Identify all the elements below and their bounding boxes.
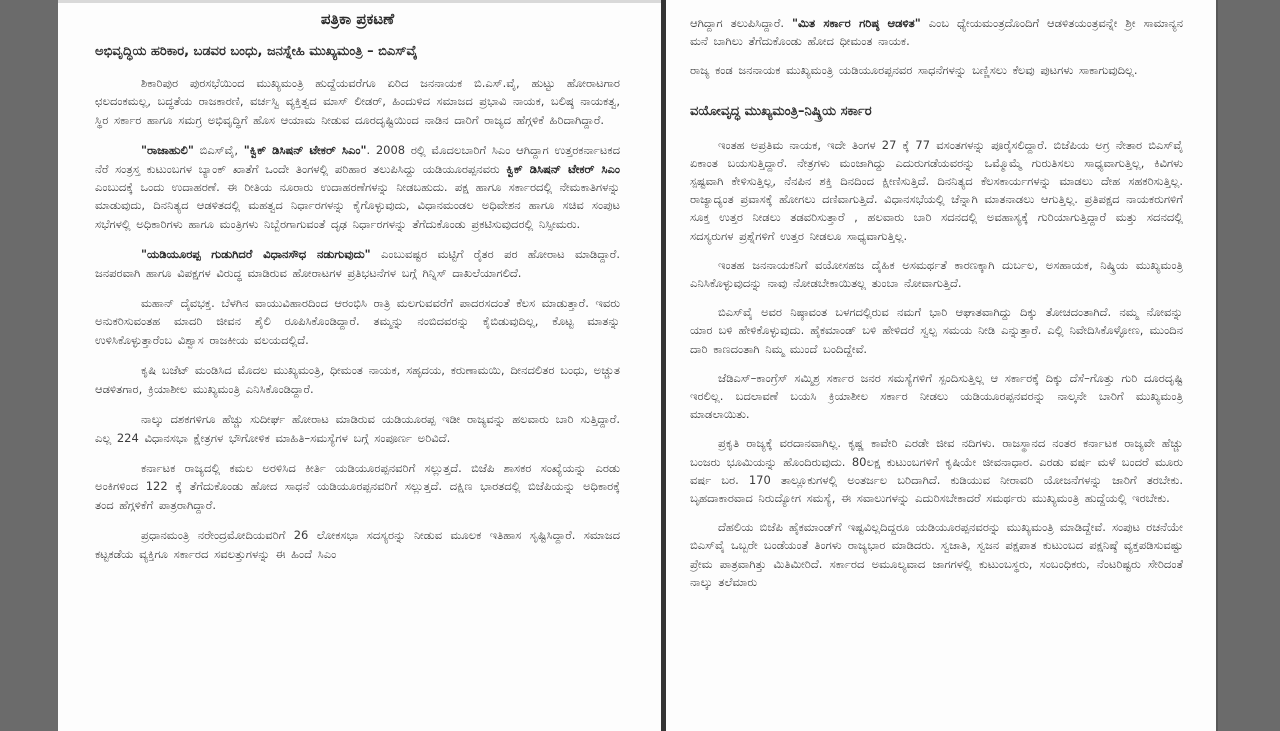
paragraph	[690, 256, 1183, 292]
text-segment: ಬಿಎಸ್‌ವೈ,	[193, 143, 244, 158]
paragraph	[95, 459, 620, 514]
text-segment: ಮಹಾನ್ ದೈವಭಕ್ತ. ಬೆಳಗಿನ ವಾಯುವಿಹಾರದಿಂದ ಆರಂಭಿಸಿ ರಾತ್ರಿ ಮಲಗುವವರೆಗೆ ಪಾದರಸದಂತೆ ಕೆಲಸ ಮಾಡುತ್ತಾರೆ. ಇವರು ಅನುಕರಿಸುವಂತಹ ಮಾದರಿ ಜೀವನ ಶೈಲಿ ರೂಪಿಸಿಕೊಂಡಿದ್ದಾರೆ. ತಮ್ಮನ್ನು ನಂಬಿದವರನ್ನು ಕೈಬಿಡುವುದಿಲ್ಲ, ಕೊಟ್ಟ ಮಾತನ್ನು ಉಳಿಸಿಕೊಳ್ಳುತ್ತಾರೆಂಬ ವಿಶ್ವಾಸ ರಾಜಕೀಯ ವಲಯದಲ್ಲಿದೆ.	[95, 296, 620, 347]
paragraph	[95, 361, 620, 398]
text-segment: ಎಂಬುದಕ್ಕೆ ಒಂದು ಉದಾಹರಣೆ. ಈ ರೀತಿಯ ನೂರಾರು ಉದಾಹರಣೆಗಳನ್ನು ನೀಡಬಹುದು. ಪಕ್ಷ ಹಾಗೂ ಸರ್ಕಾರದಲ್ಲಿ ನೇಮಕಾತಿಗಳನ್ನು ಮಾಡುವುದು, ದಿನನಿತ್ಯದ ಆಡಳಿತದಲ್ಲಿ ಮಹತ್ವದ ನಿರ್ಧಾರಗಳನ್ನು ಕೈಗೊಳ್ಳುವುದು, ವಿಧಾನಮಂಡಲ ಅಧಿವೇಶನ ಹಾಗೂ ಸಚಿವ ಸಂಪುಟ ಸಭೆಗಳಲ್ಲಿ ಅಧಿಕಾರಿಗಳು ಹಾಗೂ ಮಂತ್ರಿಗಳು ನಿಬ್ಬೆರಗಾಗುವಂತೆ ದೃಢ ನಿರ್ಧಾರಗಳನ್ನು ತೆಗೆದುಕೊಂಡು ಪ್ರಕಟಿಸುವುದರಲ್ಲಿ ನಿಸ್ಸೀಮರು.	[95, 180, 620, 231]
paragraph	[95, 74, 620, 129]
text-segment: ಕರ್ನಾಟಕ ರಾಜ್ಯದಲ್ಲಿ ಕಮಲ ಅರಳಿಸಿದ ಕೀರ್ತಿ ಯಡಿಯೂರಪ್ಪನವರಿಗೆ ಸಲ್ಲುತ್ತದೆ. ಬಿಜೆಪಿ ಶಾಸಕರ ಸಂಖ್ಯೆಯನ್ನು ಎರಡು ಅಂಕಿಗಳಿಂದ 122 ಕ್ಕೆ ತೆಗೆದುಕೊಂಡು ಹೋದ ಸಾಧನೆ ಯಡಿಯೂರಪ್ಪನವರಿಗೆ ಸಲ್ಲುತ್ತದೆ. ದಕ್ಷಿಣ ಭಾರತದಲ್ಲಿ ಬಿಜೆಪಿಯನ್ನು ಅಧಿಕಾರಕ್ಕೆ ತಂದ ಹೆಗ್ಗಳಿಕೆಗೆ ಪಾತ್ರರಾಗಿದ್ದಾರೆ.	[95, 460, 620, 512]
text-segment: ಪ್ರಕೃತಿ ರಾಜ್ಯಕ್ಕೆ ವರದಾನವಾಗಿಲ್ಲ. ಕೃಷ್ಣ ಕಾವೇರಿ ಎರಡೇ ಜೀವ ನದಿಗಳು. ರಾಜಸ್ಥಾನದ ನಂತರ ಕರ್ನಾಟಕ ರಾಜ್ಯವೇ ಹೆಚ್ಚು ಬಂಜರು ಭೂಮಿಯನ್ನು ಹೊಂದಿರುವುದು. 80ಲಕ್ಷ ಕುಟುಂಬಗಳಿಗೆ ಕೃಷಿಯೇ ಜೀವನಾಧಾರ. ಎರಡು ವರ್ಷ ಮಳೆ ಬಂದರೆ ಮೂರು ವರ್ಷ ಬರ. 170 ತಾಲ್ಲೂಕುಗಳಲ್ಲಿ ಅಂತರ್ಜಲ ಬರಿದಾಗಿದೆ. ಕುಡಿಯುವ ನೀರಾವರಿ ಯೋಜನೆಗಳನ್ನು ಜಾರಿಗೆ ತರಬೇಕು. ಬೃಹದಾಕಾರವಾದ ನಿರುದ್ಯೋಗ ಸಮಸ್ಯೆ, ಈ ಸವಾಲುಗಳನ್ನು ಎದುರಿಸಬೇಕಾದರೆ ಸಮರ್ಥರು ಮುಖ್ಯಮಂತ್ರಿ ಹುದ್ದೆಯಲ್ಲಿ ಇರಬೇಕು.	[690, 436, 1183, 506]
bold-text-segment: "ಕ್ವಿಕ್ ಡಿಸಿಷನ್ ಟೇಕರ್ ಸಿಎಂ"	[243, 143, 367, 158]
page-title: ಪತ್ರಿಕಾ ಪ್ರಕಟಣೆ	[320, 10, 395, 28]
text-segment: ಇಂತಹ ಜನನಾಯಕನಿಗೆ ವಯೋಸಹಜ ದೈಹಿಕ ಅಸಮರ್ಥತೆ ಕಾರಣಕ್ಕಾಗಿ ದುರ್ಬಲ, ಅಸಹಾಯಕ, ನಿಷ್ಕ್ರಿಯ ಮುಖ್ಯಮಂತ್ರಿ ಎನಿಸಿಕೊಳ್ಳುವುದನ್ನು ನಾವು ನೋಡಬೇಕಾಯಿತಲ್ಲ ತುಂಬಾ ನೋವಾಗುತ್ತಿದೆ.	[690, 257, 1183, 291]
bold-text-segment: "ಮಿತ ಸರ್ಕಾರ ಗರಿಷ್ಠ ಆಡಳಿತ"	[791, 16, 921, 30]
text-segment: ರಾಜ್ಯ ಕಂಡ ಜನನಾಯಕ ಮುಖ್ಯಮಂತ್ರಿ ಯಡಿಯೂರಪ್ಪನವರ ಸಾಧನೆಗಳನ್ನು ಬಣ್ಣಿಸಲು ಕೆಲವು ಪುಟಗಳು ಸಾಕಾಗುವುದಿಲ್ಲ.	[690, 63, 1138, 78]
bold-text-segment: ಕ್ವಿಕ್ ಡಿಸಿಷನ್ ಟೇಕರ್ ಸಿಎಂ	[506, 161, 620, 176]
paragraph	[95, 245, 620, 282]
paragraph	[95, 410, 620, 447]
paragraph	[690, 434, 1183, 507]
text-segment: ಎಂಬ ಧ್ಯೇಯಮಂತ್ರದೊಂದಿಗೆ ಆಡಳಿತಯಂತ್ರವನ್ನೇ ಶ್ರೀ ಸಾಮಾನ್ಯನ ಮನೆ ಬಾಗಿಲು ತೆಗೆದುಕೊಂಡು ಹೋದ ಧೀಮಂತ ನಾಯಕ.	[690, 16, 1183, 49]
text-segment: . 2008 ರಲ್ಲಿ ಮೊದಲಬಾರಿಗೆ ಸಿಎಂ ಆಗಿದ್ದಾಗ ಉತ್ತರಕರ್ನಾಟಕದ ನೆರೆ ಸಂತ್ರಸ್ತ ಕುಟುಂಬಗಳ ಬ್ಯಾಂಕ್ ಖಾತೆಗೆ ಒಂದೇ ತಿಂಗಳಲ್ಲಿ ಪರಿಹಾರ ತಲುಪಿಸಿದ್ದು ಯಡಿಯೂರಪ್ಪನವರು	[95, 143, 620, 176]
text-segment: ನಾಲ್ಕು ದಶಕಗಳಿಗೂ ಹೆಚ್ಚು ಸುದೀರ್ಘ ಹೋರಾಟ ಮಾಡಿರುವ ಯಡಿಯೂರಪ್ಪ ಇಡೀ ರಾಜ್ಯವನ್ನು ಹಲವಾರು ಬಾರಿ ಸುತ್ತಿದ್ದಾರೆ. ಎಲ್ಲ 224 ವಿಧಾನಸಭಾ ಕ್ಷೇತ್ರಗಳ ಭೌಗೋಳಿಕ ಮಾಹಿತಿ–ಸಮಸ್ಯೆಗಳ ಬಗ್ಗೆ ಸಂಪೂರ್ಣ ಅರಿವಿದೆ.	[95, 412, 620, 445]
text-segment: ಬಿಎಸ್‌ವೈ ಅವರ ನಿಷ್ಠಾವಂತ ಬಳಗದಲ್ಲಿರುವ ನಮಗೆ ಭಾರಿ ಆಘಾತವಾಗಿದ್ದು ದಿಕ್ಕು ತೋಚದಂತಾಗಿದೆ. ನಮ್ಮ ನೋವನ್ನು ಯಾರ ಬಳಿ ಹೇಳಿಕೊಳ್ಳುವುದು. ಹೈಕಮಾಂಡ್ ಬಳಿ ಹೇಳಿದರೆ ಸ್ವಲ್ಪ ಸಮಯ ನೀಡಿ ಎನ್ನುತ್ತಾರೆ. ಎಲ್ಲಿ ನಿವೇದಿಸಿಕೊಳ್ಳೋಣ, ಮುಂದಿನ ದಾರಿ ಕಾಣದಂತಾಗಿ ನಿಮ್ಮ ಮುಂದೆ ಬಂದಿದ್ದೇವೆ.	[690, 305, 1183, 356]
paragraph	[95, 141, 620, 233]
paragraph	[690, 61, 1183, 79]
paragraph	[690, 369, 1183, 424]
paragraph	[95, 526, 620, 563]
text-segment: ಪ್ರಧಾನಮಂತ್ರಿ ನರೇಂದ್ರಮೋದಿಯವರಿಗೆ 26 ಲೋಕಸಭಾ ಸದಸ್ಯರನ್ನು ನೀಡುವ ಮೂಲಕ ಇತಿಹಾಸ ಸೃಷ್ಟಿಸಿದ್ದಾರೆ. ಸಮಾಜದ ಕಟ್ಟಕಡೆಯ ವ್ಯಕ್ತಿಗೂ ಸರ್ಕಾರದ ಸವಲತ್ತುಗಳನ್ನು ಈ ಹಿಂದೆ ಸಿಎಂ	[95, 528, 620, 561]
paragraph	[95, 294, 620, 349]
paragraph	[690, 303, 1183, 358]
left-page	[58, 0, 662, 731]
left-page-heading: ಅಭಿವೃದ್ಧಿಯ ಹರಿಕಾರ, ಬಡವರ ಬಂಧು, ಜನಸ್ನೇಹಿ ಮುಖ್ಯಮಂತ್ರಿ – ಬಿಎಸ್‌ವೈ	[95, 44, 418, 59]
text-segment: ಕೃಷಿ ಬಜೆಟ್ ಮಂಡಿಸಿದ ಮೊದಲ ಮುಖ್ಯಮಂತ್ರಿ, ಧೀಮಂತ ನಾಯಕ, ಸಹೃದಯ, ಕರುಣಾಮಯಿ, ದೀನದಲಿತರ ಬಂಧು, ಅಚ್ಚುತ ಆಡಳಿತಗಾರ, ಕ್ರಿಯಾಶೀಲ ಮುಖ್ಯಮಂತ್ರಿ ಎನಿಸಿಕೊಂಡಿದ್ದಾರೆ.	[95, 363, 620, 396]
section-heading: ವಯೋವೃದ್ಧ ಮುಖ್ಯಮಂತ್ರಿ–ನಿಷ್ಕ್ರಿಯ ಸರ್ಕಾರ	[690, 103, 872, 119]
paragraph	[690, 14, 1183, 50]
text-segment: ಇಂತಹ ಅಪ್ರತಿಮ ನಾಯಕ, ಇದೇ ತಿಂಗಳ 27 ಕ್ಕೆ 77 ವಸಂತಗಳನ್ನು ಪೂರೈಸಲಿದ್ದಾರೆ. ಬಿಜೆಪಿಯ ಅಗ್ರ ನೇತಾರ ಬಿಎಸ್‌ವೈ ಏಕಾಂತ ಬಯಸುತ್ತಿದ್ದಾರೆ. ನೇತ್ರಗಳು ಮಂಜಾಗಿದ್ದು ಎದುರುಗಡೆಯವರನ್ನು ಒಮ್ಮೊಮ್ಮೆ ಗುರುತಿಸಲು ಸಾಧ್ಯವಾಗುತ್ತಿಲ್ಲ, ಕಿವಿಗಳು ಸ್ಪಷ್ಟವಾಗಿ ಕೇಳಿಸುತ್ತಿಲ್ಲ, ನೆನಪಿನ ಶಕ್ತಿ ದಿನದಿಂದ ಕ್ಷೀಣಿಸುತ್ತಿದೆ. ದಿನನಿತ್ಯದ ಕೆಲಸಕಾರ್ಯಗಳನ್ನು ಮಾಡಲು ದೇಹ ಸಹಕರಿಸುತ್ತಿಲ್ಲ. ರಾಜ್ಯಾದ್ಯಂತ ಪ್ರವಾಸಕ್ಕೆ ಹೋಗಲು ದಣಿವಾಗುತ್ತಿದೆ. ವಿಧಾನಸಭೆಯಲ್ಲಿ ಚೆನ್ನಾಗಿ ಮಾತನಾಡಲು ಆಗುತ್ತಿಲ್ಲ. ಪ್ರತಿಪಕ್ಷದ ನಾಯಕರುಗಳಿಗೆ ಸೂಕ್ತ ಉತ್ತರ ನೀಡಲು ತಡವರಿಸುತ್ತಾರೆ , ಹಲವಾರು ಬಾರಿ ಸದನದಲ್ಲಿ ಅವಹಾಸ್ಯಕ್ಕೆ ಗುರಿಯಾಗುತ್ತಿದ್ದಾರೆ ಮತ್ತು ಸದನದಲ್ಲಿ ಸದಸ್ಯರುಗಳ ಪ್ರಶ್ನೆಗಳಿಗೆ ಉತ್ತರ ನೀಡಲೂ ಸಾಧ್ಯವಾಗುತ್ತಿಲ್ಲ.	[690, 137, 1183, 243]
text-segment: ಜೆಡಿಎಸ್–ಕಾಂಗ್ರೆಸ್ ಸಮ್ಮಿಶ್ರ ಸರ್ಕಾರ ಜನರ ಸಮಸ್ಯೆಗಳಿಗೆ ಸ್ಪಂದಿಸುತ್ತಿಲ್ಲ ಆ ಸರ್ಕಾರಕ್ಕೆ ದಿಕ್ಕು ದೆಸೆ–ಗೊತ್ತು ಗುರಿ ದೂರದೃಷ್ಟಿ ಇರಲಿಲ್ಲ. ಬದಲಾವಣೆ ಬಯಸಿ ಕ್ರಿಯಾಶೀಲ ಸರ್ಕಾರ ನೀಡಲು ಯಡಿಯೂರಪ್ಪನವರನ್ನು ನಾಲ್ಕನೇ ಬಾರಿಗೆ ಮುಖ್ಯಮಂತ್ರಿ ಮಾಡಲಾಯಿತು.	[690, 370, 1183, 422]
right-page	[666, 0, 1218, 731]
bold-text-segment: "ಯಡಿಯೂರಪ್ಪ ಗುಡುಗಿದರೆ ವಿಧಾನಸೌಧ ನಡುಗುವುದು"	[141, 247, 371, 262]
paragraph	[690, 518, 1183, 591]
text-segment: ಶಿಕಾರಿಪುರ ಪುರಸಭೆಯಿಂದ ಮುಖ್ಯಮಂತ್ರಿ ಹುದ್ದೆಯವರೆಗೂ ಏರಿದ ಜನನಾಯಕ ಬಿ.ಎಸ್.ವೈ, ಹುಟ್ಟು ಹೋರಾಟಗಾರ ಛಲದಂಕಮಲ್ಲ, ಬದ್ಧತೆಯ ರಾಜಕಾರಣಿ, ವರ್ಚಸ್ವಿ ವ್ಯಕ್ತಿತ್ವದ ಮಾಸ್ ಲೀಡರ್, ಹಿಂದುಳಿದ ಸಮಾಜದ ಪ್ರಭಾವಿ ನಾಯಕ, ಬಲಿಷ್ಠ ನಾಯಕತ್ವ, ಸ್ಥಿರ ಸರ್ಕಾರ ಹಾಗೂ ಸಮಗ್ರ ಅಭಿವೃದ್ಧಿಗೆ ಹೊಸ ಆಯಾಮ ನೀಡುವ ದೂರದೃಷ್ಟಿಯಿಂದ ನಾಡಿನ ದಾರಿಗೆ ರಾಜ್ಯದ ಹೆಗ್ಗಳಿಕೆ ಹಿರಿದಾಗಿದ್ದಾರೆ.	[95, 76, 620, 127]
paragraph	[690, 136, 1183, 245]
text-segment: ಎಂಬುವಷ್ಟರ ಮಟ್ಟಿಗೆ ರೈತರ ಪರ ಹೋರಾಟ ಮಾಡಿದ್ದಾರೆ. ಜನಪರವಾಗಿ ಹಾಗೂ ವಿಪಕ್ಷಗಳ ವಿರುದ್ಧ ಮಾಡಿರುವ ಹೋರಾಟಗಳ ಪ್ರತಿಭಟನೆಗಳ ಬಗ್ಗೆ ಗಿನ್ನಿಸ್ ದಾಖಲೆಯಾಗಲಿದೆ.	[95, 247, 620, 280]
text-segment: ಆಗಿದ್ದಾಗ ತಲುಪಿಸಿದ್ದಾರೆ.	[690, 16, 792, 30]
text-segment: ದೆಹಲಿಯ ಬಿಜೆಪಿ ಹೈಕಮಾಂಡ್‌ಗೆ ಇಷ್ಟವಿಲ್ಲದಿದ್ದರೂ ಯಡಿಯೂರಪ್ಪನವರನ್ನು ಮುಖ್ಯಮಂತ್ರಿ ಮಾಡಿದ್ದೇವೆ. ಸಂಪುಟ ರಚನೆಯೇ ಬಿಎಸ್‌ವೈ ಒಬ್ಬರೇ ಬಂಡೆಯಂತೆ ತಿಂಗಳು ರಾಜ್ಯಭಾರ ಮಾಡಿದರು. ಸ್ವಜಾತಿ, ಸ್ವಜನ ಪಕ್ಷಪಾತ ಕುಟುಂಬದ ಪಕ್ಷನಿಷ್ಠೆ ವ್ಯಕ್ತಪಡಿಸುವಷ್ಟು ಪ್ರೇಮ ಪಾತ್ರವಾಗಿತ್ತು ಮಿತಿಮೀರಿದೆ. ಸರ್ಕಾರದ ಅಮೂಲ್ಯವಾದ ಜಾಗಗಳಲ್ಲಿ ಕುಟುಂಬಸ್ಥರು, ಸಂಬಂಧಿಕರು, ನೆಂಟರಿಷ್ಟರು ಸೇರಿದಂತೆ ನಾಲ್ಕು ತಲೆಮಾರು	[690, 520, 1183, 589]
bold-text-segment: "ರಾಜಾಹುಲಿ"	[141, 143, 194, 158]
